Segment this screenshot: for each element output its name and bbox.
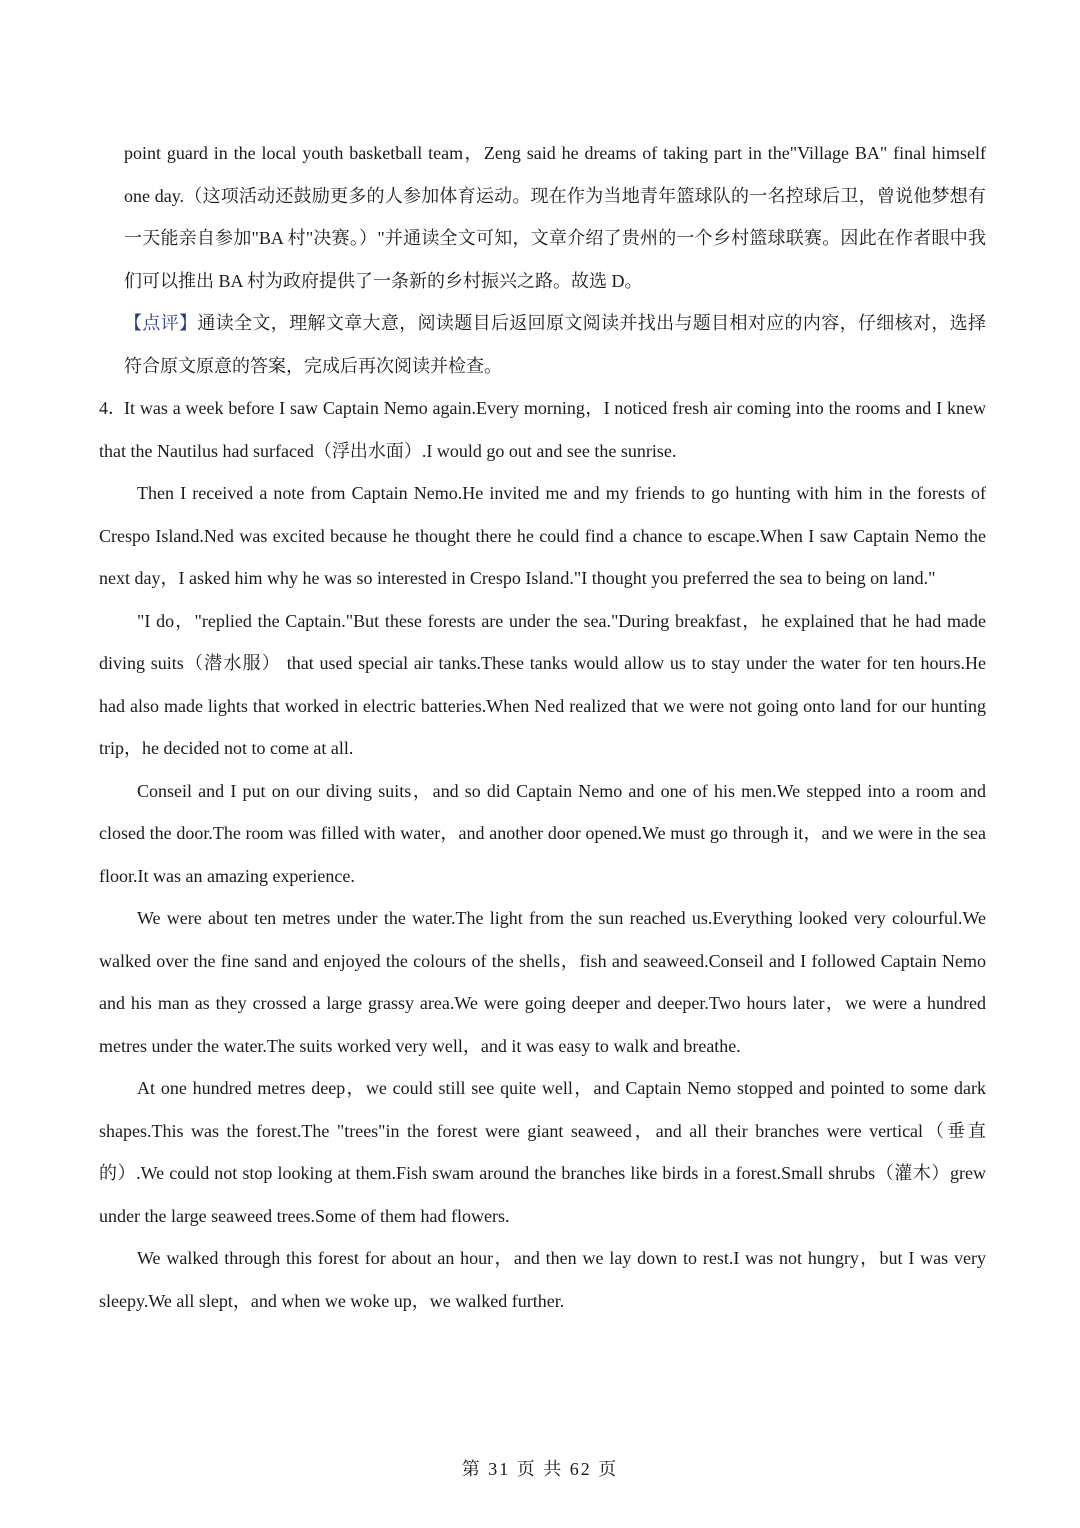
answer-explanation-continuation: point guard in the local youth basketball team，Zeng said he dreams of taking part in the"Village BA" final himself one day.（这项活动还鼓励更多的人参加体育运动。现在作为当地青年篮球队的一名控球后卫，曾说他梦想有一天能亲自参加"BA 村"决赛。）"并通读全文可知，文章介绍了贵州的一个乡村篮球联赛。因此在作者眼中我们可以推出 BA 村为政府提供了一条新的乡村振兴之路。故选 D。 [124,143,986,291]
comment-text: 通读全文，理解文章大意，阅读题目后返回原文阅读并找出与题目相对应的内容，仔细核对，选择符合原文原意的答案，完成后再次阅读并检查。 [124,313,987,376]
question-first-paragraph: It was a week before I saw Captain Nemo again.Every morning，I noticed fresh air coming into the rooms and I knew that the Nautilus had surfaced（浮出水面）.I would go out and see the sunrise. [99,398,986,461]
passage-paragraph: Then I received a note from Captain Nemo.He invited me and my friends to go hunting with him in the forests of Crespo Island.Ned was excited because he thought there he could find a chance to escape.When I saw Captain Nemo the next day，I asked him why he was so interested in Crespo Island."I thought you preferred the sea to being on land." [99,483,986,588]
reading-passage [99,472,986,1322]
passage-paragraph: We walked through this forest for about an hour，and then we lay down to rest.I was not hungry，but I was very sleepy.We all slept，and when we woke up，we walked further. [99,1248,986,1311]
comment-tag: 【点评】 [124,313,198,333]
question-number: 4． [99,398,126,418]
page-footer: 第 31 页 共 62 页 [461,1459,619,1479]
passage-paragraph: "I do，"replied the Captain."But these forests are under the sea."During breakfast，he explained that he had made diving suits（潜水服） that used special air tanks.These tanks would allow us to stay under the water for ten hours.He had also made lights that worked in electric batteries.When Ned realized that we were not going onto land for our hunting trip，he decided not to come at all. [99,610,986,758]
passage-paragraph: We were about ten metres under the water.The light from the sun reached us.Everything looked very colourful.We walked over the fine sand and enjoyed the colours of the shells，fish and seaweed.Conseil and I followed Captain Nemo and his man as they crossed a large grassy area.We were going deeper and deeper.Two hours later，we were a hundred metres under the water.The suits worked very well，and it was easy to walk and breathe. [99,908,986,1056]
passage-paragraph: Conseil and I put on our diving suits，and so did Captain Nemo and one of his men.We stepped into a room and closed the door.The room was filled with water，and another door opened.We must go through it，and we were in the sea floor.It was an amazing experience. [99,780,986,886]
comment-section [124,302,986,387]
question-4 [99,387,986,472]
passage-paragraph: At one hundred metres deep，we could still see quite well，and Captain Nemo stopped and pointed to some dark shapes.This was the forest.The "trees"in the forest were giant seaweed，and all their branches were vertical（垂直的）.We could not stop looking at them.Fish swam around the branches like birds in a forest.Small shrubs（灌木）grew under the large seaweed trees.Some of them had flowers. [99,1078,986,1226]
